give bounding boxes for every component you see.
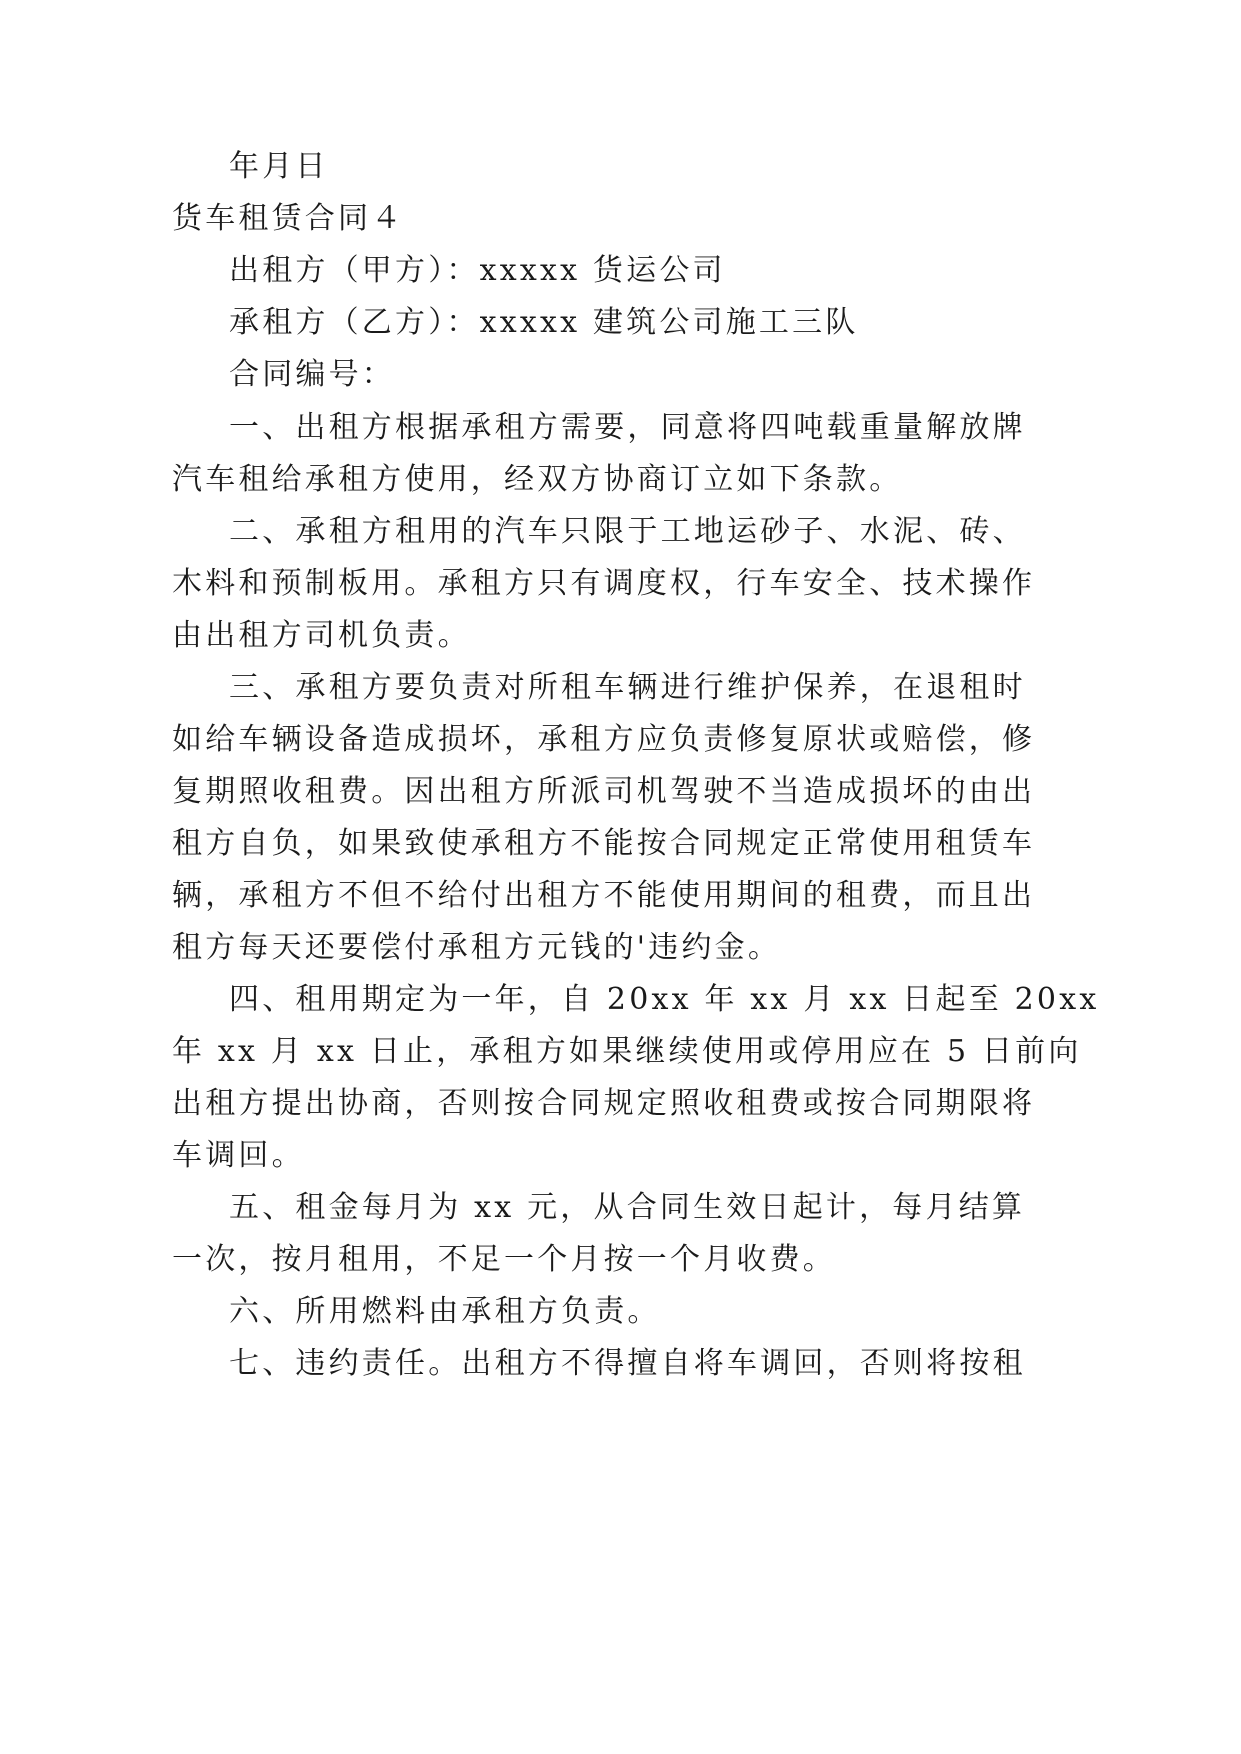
body-line: 出租方提出协商，否则按合同规定照收租费或按合同期限将 [172,1086,1036,1121]
body-line: 二、承租方租用的汽车只限于工地运砂子、水泥、砖、 [229,514,1026,549]
body-line: 辆，承租方不但不给付出租方不能使用期间的租费，而且出 [172,878,1036,913]
date-line: 年月日 [229,149,329,184]
body-line: 汽车租给承租方使用，经双方协商订立如下条款。 [172,462,903,497]
body-line: 复期照收租费。因出租方所派司机驾驶不当造成损坏的由出 [172,774,1036,809]
lessor-line: 出租方（甲方）：xxxxx 货运公司 [229,253,726,288]
contract-title: 货车租赁合同４ [172,201,405,236]
body-line: 木料和预制板用。承租方只有调度权，行车安全、技术操作 [172,566,1036,601]
body-line: 六、所用燃料由承租方负责。 [229,1294,661,1329]
body-line: 由出租方司机负责。 [172,618,471,653]
body-line: 车调回。 [172,1138,305,1173]
body-line: 七、违约责任。出租方不得擅自将车调回，否则将按租 [229,1346,1026,1381]
body-line: 四、租用期定为一年，自 20xx 年 xx 月 xx 日起至 20xx [229,982,1100,1017]
body-line: 一、出租方根据承租方需要，同意将四吨载重量解放牌 [229,410,1026,445]
body-line: 三、承租方要负责对所租车辆进行维护保养，在退租时 [229,670,1026,705]
body-line: 如给车辆设备造成损坏，承租方应负责修复原状或赔偿，修 [172,722,1036,757]
lessee-line: 承租方（乙方）：xxxxx 建筑公司施工三队 [229,305,859,340]
body-line: 五、租金每月为 xx 元，从合同生效日起计，每月结算 [229,1190,1026,1225]
body-line: 租方每天还要偿付承租方元钱的'违约金。 [172,930,782,965]
body-line: 租方自负，如果致使承租方不能按合同规定正常使用租赁车 [172,826,1036,861]
body-line: 一次，按月租用，不足一个月按一个月收费。 [172,1242,836,1277]
body-line: 年 xx 月 xx 日止，承租方如果继续使用或停用应在 5 日前向 [172,1034,1082,1069]
contract-number-line: 合同编号： [229,357,395,392]
